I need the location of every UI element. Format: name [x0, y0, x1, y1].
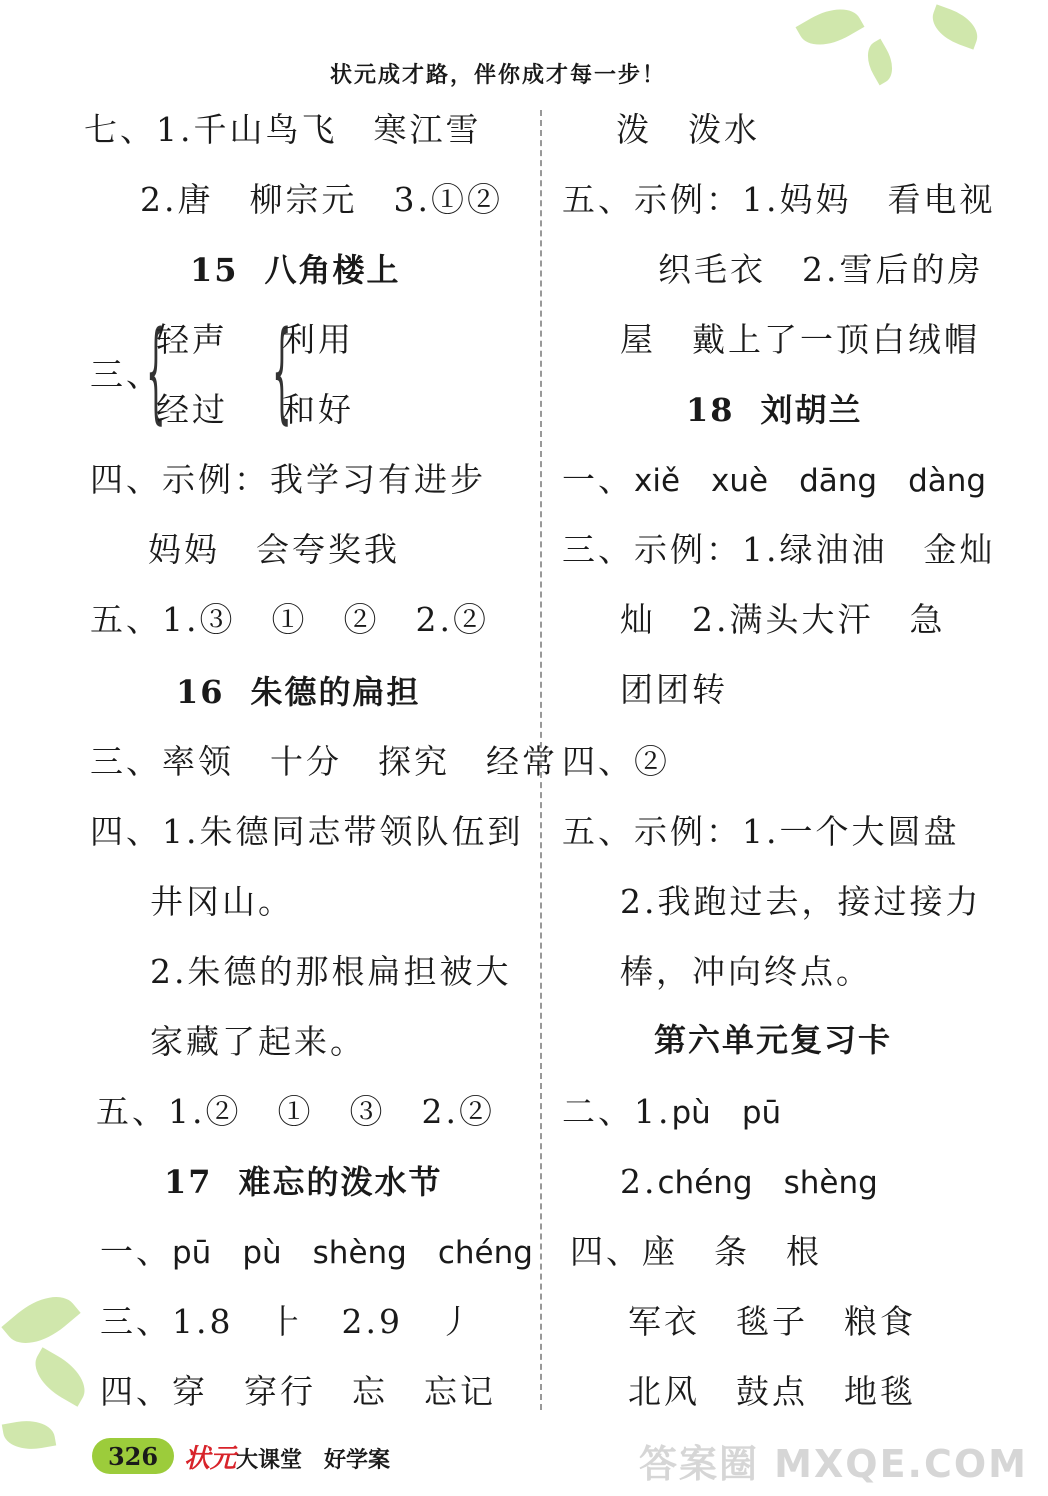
lesson-heading-15: [190, 250, 401, 290]
leaf-decoration-top: [860, 39, 901, 86]
answer-line: 灿 2.满头大汗 急: [620, 600, 946, 639]
answer-word: 利用: [282, 320, 354, 359]
brand-logo-text: 状元: [184, 1444, 237, 1474]
brace-icon: {: [272, 307, 292, 435]
brace-icon: {: [146, 307, 166, 435]
lesson-number: 16: [176, 673, 225, 711]
answer-prefix: 2.: [620, 1162, 658, 1201]
lesson-title: 难忘的泼水节: [238, 1163, 443, 1201]
pinyin-text: pū pù shèng chéng: [172, 1235, 533, 1271]
header-slogan: 状元成才路，伴你成才每一步！: [330, 62, 667, 88]
answer-line: [100, 1232, 533, 1273]
answer-line: 妈妈 会夸奖我: [148, 530, 400, 569]
pinyin-text: pù pū: [671, 1095, 782, 1131]
answer-line: 四、座 条 根: [570, 1232, 822, 1271]
answer-line: 四、②: [562, 742, 670, 781]
page-number-badge: [92, 1438, 174, 1474]
brand-text: 大课堂 好学案: [236, 1447, 391, 1473]
answer-line: 四、示例：我学习有进步: [90, 460, 486, 499]
footer-brand: [184, 1438, 390, 1475]
answer-line: 家藏了起来。: [150, 1022, 366, 1061]
answer-line: [562, 460, 986, 501]
answer-line: 军衣 毯子 粮食: [628, 1302, 916, 1341]
answer-line: 北风 鼓点 地毯: [628, 1372, 916, 1411]
answer-line: 2.唐 柳宗元 3.①②: [140, 180, 503, 219]
answer-prefix: 一、: [100, 1232, 172, 1271]
answer-line: 五、示例：1.一个大圆盘: [562, 812, 960, 851]
lesson-number: 18: [686, 391, 735, 429]
answer-line: 织毛衣 2.雪后的房: [658, 250, 984, 289]
answer-line: 三、率领 十分 探究 经常: [90, 742, 558, 781]
leaf-decoration-bottom: [26, 1347, 95, 1406]
watermark-logo: 答案圈 MXQE.COM: [638, 1442, 1028, 1486]
answer-word: 经过: [156, 390, 228, 429]
answer-line: 三、示例：1.绿油油 金灿: [562, 530, 996, 569]
answer-line: 四、穿 穿行 忘 忘记: [100, 1372, 496, 1411]
page-number: 326: [107, 1441, 159, 1471]
answer-line: 团团转: [620, 670, 728, 709]
lesson-title: 刘胡兰: [760, 391, 863, 429]
unit-review-heading: 第六单元复习卡: [654, 1021, 893, 1059]
answer-line: 五、示例：1.妈妈 看电视: [562, 180, 996, 219]
leaf-decoration-bottom: [1, 1282, 80, 1358]
answer-line: 泼 泼水: [616, 110, 760, 149]
answer-line: 2.朱德的那根扁担被大: [150, 952, 512, 991]
leaf-decoration-bottom: [2, 1416, 56, 1454]
lesson-heading-17: [164, 1162, 443, 1202]
answer-line: 五、1.② ① ③ 2.②: [96, 1092, 495, 1131]
leaf-decoration-top: [796, 0, 865, 57]
lesson-title: 朱德的扁担: [250, 673, 421, 711]
answer-line: [562, 1092, 781, 1133]
answer-line: 屋 戴上了一顶白绒帽: [620, 320, 980, 359]
lesson-heading-18: [686, 390, 863, 430]
answer-prefix: 三、: [90, 355, 162, 394]
lesson-title: 八角楼上: [264, 251, 401, 289]
lesson-number: 17: [164, 1163, 213, 1201]
answer-word: 和好: [282, 390, 354, 429]
answer-line: 棒，冲向终点。: [620, 952, 872, 991]
answer-line: 三、1.8 ⺊ 2.9 丿: [100, 1302, 475, 1341]
answer-line: 2.我跑过去，接过接力: [620, 882, 982, 921]
answer-word: 轻声: [156, 320, 228, 359]
answer-line: 七、1.千山鸟飞 寒江雪: [84, 110, 482, 149]
answer-line: 五、1.③ ① ② 2.②: [90, 600, 489, 639]
leaf-decoration-top: [926, 4, 983, 49]
answer-prefix: 一、: [562, 460, 634, 499]
pinyin-text: chéng shèng: [657, 1165, 878, 1201]
pinyin-text: xiě xuè dāng dàng: [634, 463, 987, 499]
lesson-heading-16: [176, 672, 421, 712]
answer-prefix: 二、1.: [562, 1092, 672, 1131]
lesson-number: 15: [190, 251, 239, 289]
answer-line: 四、1.朱德同志带领队伍到: [90, 812, 524, 851]
answer-line: 井冈山。: [150, 882, 294, 921]
answer-line: [620, 1162, 878, 1203]
